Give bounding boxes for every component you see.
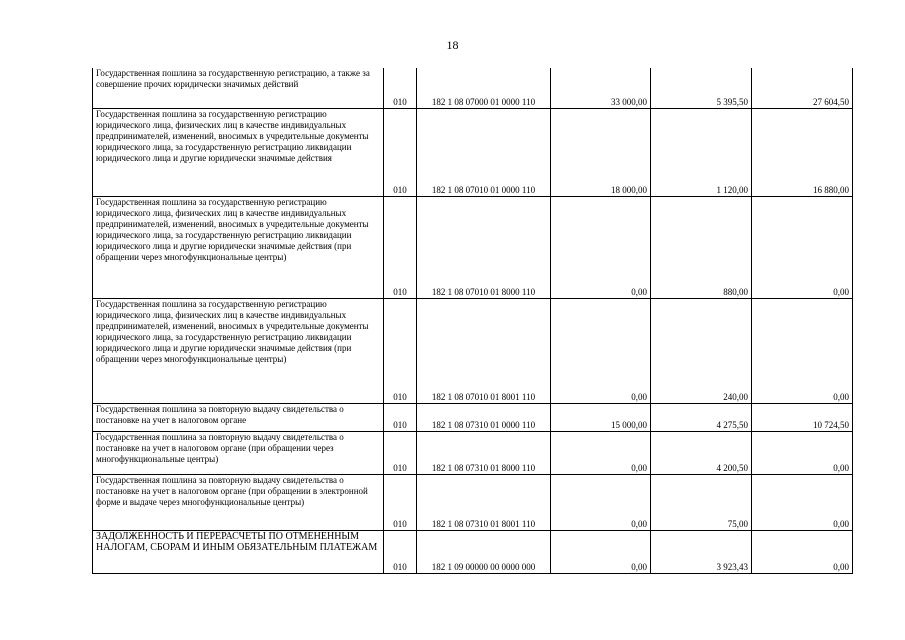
approved-amount-cell: 18 000,00 — [551, 108, 651, 196]
executed-amount-cell: 4 275,50 — [651, 403, 752, 431]
table-row — [93, 403, 853, 431]
approved-amount-cell: 33 000,00 — [551, 68, 651, 108]
line-code-cell: 010 — [384, 431, 417, 474]
unexecuted-amount-cell: 0,00 — [752, 474, 853, 530]
approved-amount-cell: 0,00 — [551, 298, 651, 403]
row-name-cell: Государственная пошлина за повторную выдачу свидетельства о постановке на учет в налоговом органе (при обращении в электронной форме и выдаче через многофункциональные центры) — [93, 474, 384, 530]
row-name-cell: Государственная пошлина за государственную регистрацию юридического лица, физических лиц в качестве индивидуальных предпринимателей, изменений, вносимых в учредительные документы юридического лица, за государственную регистрацию ликвидации юридического лица и другие юридически значимые действия (при обращении через многофункциональные центры) — [93, 298, 384, 403]
executed-amount-cell: 4 200,50 — [651, 431, 752, 474]
row-name-cell: Государственная пошлина за повторную выдачу свидетельства о постановке на учет в налоговом органе — [93, 403, 384, 431]
income-code-cell: 182 1 08 07310 01 8000 110 — [417, 431, 551, 474]
table-row — [93, 474, 853, 530]
executed-amount-cell: 5 395,50 — [651, 68, 752, 108]
executed-amount-cell: 75,00 — [651, 474, 752, 530]
unexecuted-amount-cell: 27 604,50 — [752, 68, 853, 108]
unexecuted-amount-cell: 0,00 — [752, 431, 853, 474]
line-code-cell: 010 — [384, 68, 417, 108]
line-code-cell: 010 — [384, 530, 417, 573]
income-code-cell: 182 1 09 00000 00 0000 000 — [417, 530, 551, 573]
table-row — [93, 108, 853, 196]
line-code-cell: 010 — [384, 403, 417, 431]
income-code-cell: 182 1 08 07010 01 8001 110 — [417, 298, 551, 403]
line-code-cell: 010 — [384, 108, 417, 196]
line-code-cell: 010 — [384, 196, 417, 298]
table-row — [93, 298, 853, 403]
income-code-cell: 182 1 08 07000 01 0000 110 — [417, 68, 551, 108]
unexecuted-amount-cell: 0,00 — [752, 530, 853, 573]
table-row — [93, 68, 853, 108]
table-row — [93, 530, 853, 573]
income-code-cell: 182 1 08 07310 01 8001 110 — [417, 474, 551, 530]
executed-amount-cell: 240,00 — [651, 298, 752, 403]
approved-amount-cell: 15 000,00 — [551, 403, 651, 431]
line-code-cell: 010 — [384, 298, 417, 403]
executed-amount-cell: 1 120,00 — [651, 108, 752, 196]
approved-amount-cell: 0,00 — [551, 196, 651, 298]
row-name-cell: Государственная пошлина за государственную регистрацию юридического лица, физических лиц в качестве индивидуальных предпринимателей, изменений, вносимых в учредительные документы юридического лица, за государственную регистрацию ликвидации юридического лица и другие юридически значимые действия (при обращении через многофункциональные центры) — [93, 196, 384, 298]
approved-amount-cell: 0,00 — [551, 431, 651, 474]
executed-amount-cell: 3 923,43 — [651, 530, 752, 573]
approved-amount-cell: 0,00 — [551, 474, 651, 530]
income-code-cell: 182 1 08 07010 01 8000 110 — [417, 196, 551, 298]
page-number: 18 — [446, 38, 459, 52]
row-name-cell: ЗАДОЛЖЕННОСТЬ И ПЕРЕРАСЧЕТЫ ПО ОТМЕНЕННЫМ НАЛОГАМ, СБОРАМ И ИНЫМ ОБЯЗАТЕЛЬНЫМ ПЛАТЕЖАМ — [93, 530, 384, 573]
executed-amount-cell: 880,00 — [651, 196, 752, 298]
unexecuted-amount-cell: 0,00 — [752, 196, 853, 298]
row-name-cell: Государственная пошлина за государственную регистрацию юридического лица, физических лиц в качестве индивидуальных предпринимателей, изменений, вносимых в учредительные документы юридического лица, за государственную регистрацию ликвидации юридического лица и другие юридически значимые действия — [93, 108, 384, 196]
unexecuted-amount-cell: 0,00 — [752, 298, 853, 403]
row-name-cell: Государственная пошлина за государственную регистрацию, а также за совершение прочих юридически значимых действий — [93, 68, 384, 108]
unexecuted-amount-cell: 16 880,00 — [752, 108, 853, 196]
budget-report-table — [92, 68, 853, 574]
table-row — [93, 431, 853, 474]
unexecuted-amount-cell: 10 724,50 — [752, 403, 853, 431]
income-code-cell: 182 1 08 07010 01 0000 110 — [417, 108, 551, 196]
approved-amount-cell: 0,00 — [551, 530, 651, 573]
line-code-cell: 010 — [384, 474, 417, 530]
row-name-cell: Государственная пошлина за повторную выдачу свидетельства о постановке на учет в налоговом органе (при обращении через многофункциональные центры) — [93, 431, 384, 474]
income-code-cell: 182 1 08 07310 01 0000 110 — [417, 403, 551, 431]
table-row — [93, 196, 853, 298]
